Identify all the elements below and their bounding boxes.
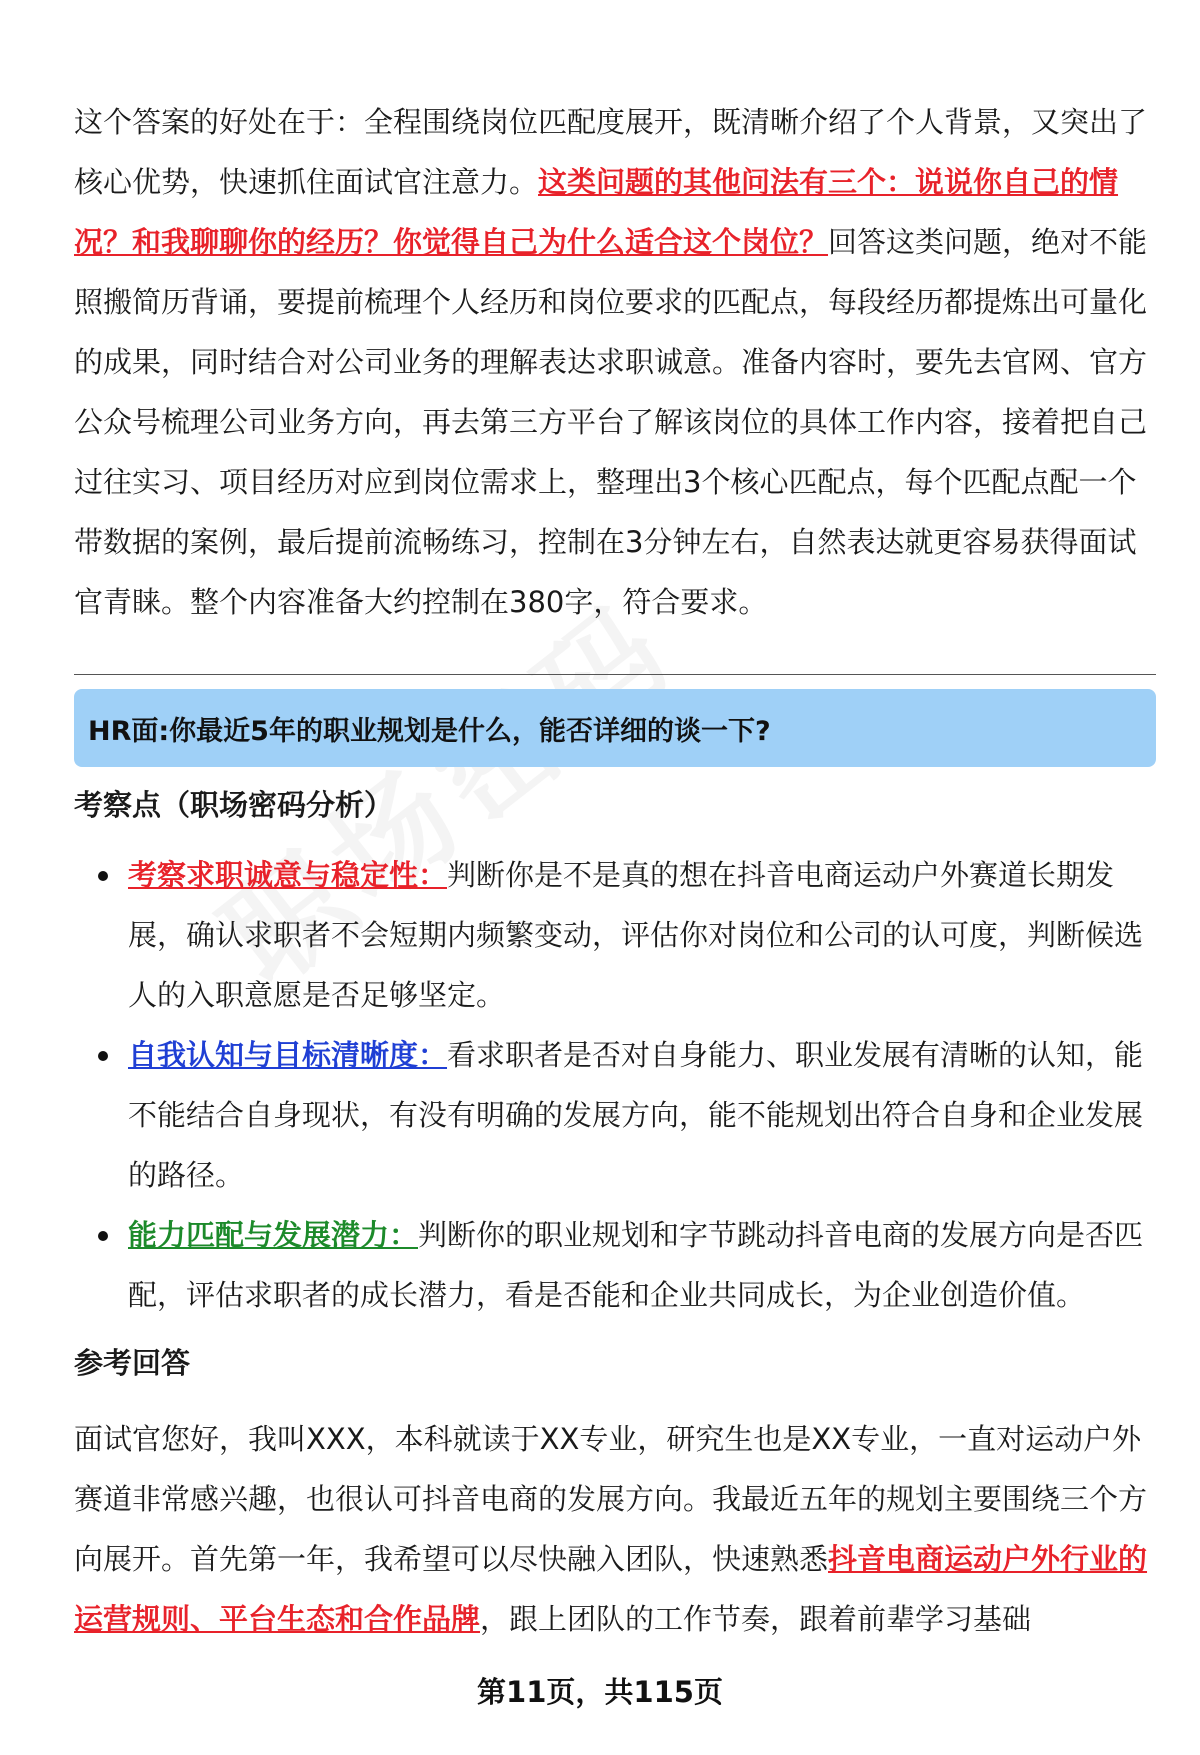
list-item [74,1205,1156,1325]
section-title-analysis: 考察点（职场密码分析） [74,788,394,822]
question-text: HR面:你最近5年的职业规划是什么，能否详细的谈一下? [88,715,771,747]
point-label: 考察求职诚意与稳定性： [128,858,448,892]
intro-text-1: 这个答案的好处在于：全程围绕岗位匹配度展开，既清晰介绍了个人背景，又突出了核心优势，快速抓住面试官注意力。 [74,105,1148,199]
answer-highlight: 抖音电商运动户外行业的运营规则、平台生态和合作品牌 [74,1542,1148,1636]
bullet-icon [98,1051,108,1061]
point-text: 看求职者是否对自身能力、职业发展有清晰的认知，能不能结合自身现状，有没有明确的发展方向，能不能规划出符合自身和企业发展的路径。 [128,1038,1144,1192]
divider [74,674,1156,675]
answer-text-1: 面试官您好，我叫XXX，本科就读于XX专业，研究生也是XX专业，一直对运动户外赛道非常感兴趣，也很认可抖音电商的发展方向。我最近五年的规划主要围绕三个方向展开。首先第一年，我希望可以尽快融入团队，快速熟悉 [74,1422,1148,1576]
point-label: 自我认知与目标清晰度： [128,1038,448,1072]
intro-text-2: 回答这类问题，绝对不能照搬简历背诵，要提前梳理个人经历和岗位要求的匹配点，每段经历都提炼出可量化的成果，同时结合对公司业务的理解表达求职诚意。准备内容时，要先去官网、官方公众号梳理公司业务方向，再去第三方平台了解该岗位的具体工作内容，接着把自己过往实习、项目经历对应到岗位需求上，整理出3个核心匹配点，每个匹配点配一个带数据的案例，最后提前流畅练习，控制在3分钟左右，自然表达就更容易获得面试官青睐。整个内容准备大约控制在380字，符合要求。 [74,225,1148,619]
intro-highlight: 这类问题的其他问法有三个：说说你自己的情况？和我聊聊你的经历？你觉得自己为什么适合这个岗位？ [74,165,1119,259]
answer-text-2: ，跟上团队的工作节奏，跟着前辈学习基础 [480,1602,1032,1636]
page-number: 第11页，共115页 [477,1675,723,1709]
bullet-icon [98,1231,108,1241]
point-text: 判断你的职业规划和字节跳动抖音电商的发展方向是否匹配，评估求职者的成长潜力，看是否能和企业共同成长，为企业创造价值。 [128,1218,1144,1312]
section-title-answer: 参考回答 [74,1346,191,1380]
point-label: 能力匹配与发展潜力： [128,1218,419,1252]
list-item [74,1025,1156,1205]
bullet-icon [98,871,108,881]
point-text: 判断你是不是真的想在抖音电商运动户外赛道长期发展，确认求职者不会短期内频繁变动，评估你对岗位和公司的认可度，判断候选人的入职意愿是否足够坚定。 [128,858,1144,1012]
intro-paragraph [74,92,1156,632]
page-content [74,92,1156,1649]
answer-paragraph [74,1409,1156,1649]
list-item [74,845,1156,1025]
question-box [74,689,1156,767]
analysis-list [74,845,1156,1325]
